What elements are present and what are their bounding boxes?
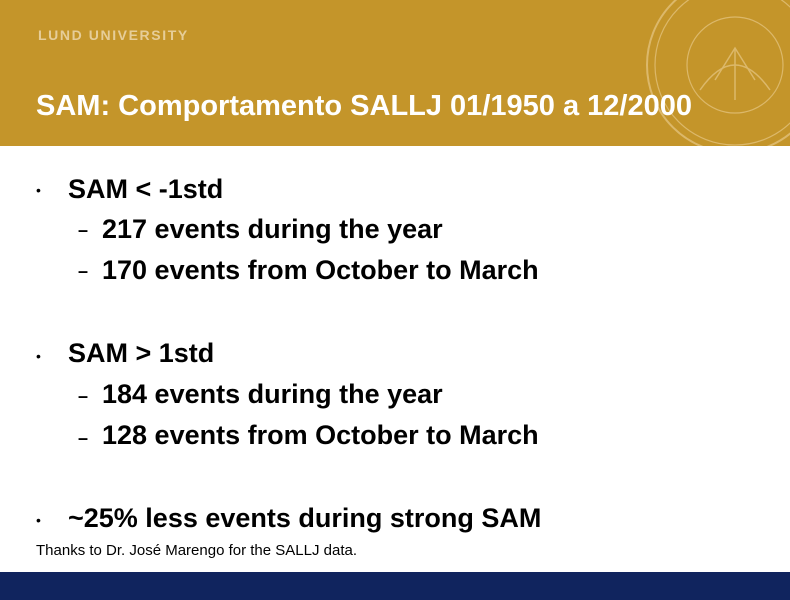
section-heading-sam-above: SAM > 1std: [68, 338, 215, 368]
item-217-events: 217 events during the year: [102, 214, 443, 244]
dash-2: –: [78, 261, 89, 281]
item-128-events: 128 events from October to March: [102, 420, 539, 450]
bullet-2: •: [36, 348, 41, 364]
slide-header: [0, 0, 790, 146]
item-170-events: 170 events from October to March: [102, 255, 539, 285]
section-heading-sam-below: SAM < -1std: [68, 174, 224, 204]
section-heading-summary: ~25% less events during strong SAM: [68, 503, 542, 533]
slide-title: SAM: Comportamento SALLJ 01/1950 a 12/2000: [36, 90, 692, 122]
dash-1: –: [78, 220, 89, 240]
dash-4: –: [78, 428, 89, 448]
bullet-3: •: [36, 512, 41, 528]
item-184-events: 184 events during the year: [102, 379, 443, 409]
university-name: LUND UNIVERSITY: [38, 27, 189, 43]
bullet-1: •: [36, 182, 41, 198]
university-seal-icon: [640, 0, 790, 146]
footnote: Thanks to Dr. José Marengo for the SALLJ data.: [36, 542, 358, 559]
dash-3: –: [78, 386, 89, 406]
slide-content: [0, 146, 790, 572]
footer-bar: [0, 572, 790, 600]
